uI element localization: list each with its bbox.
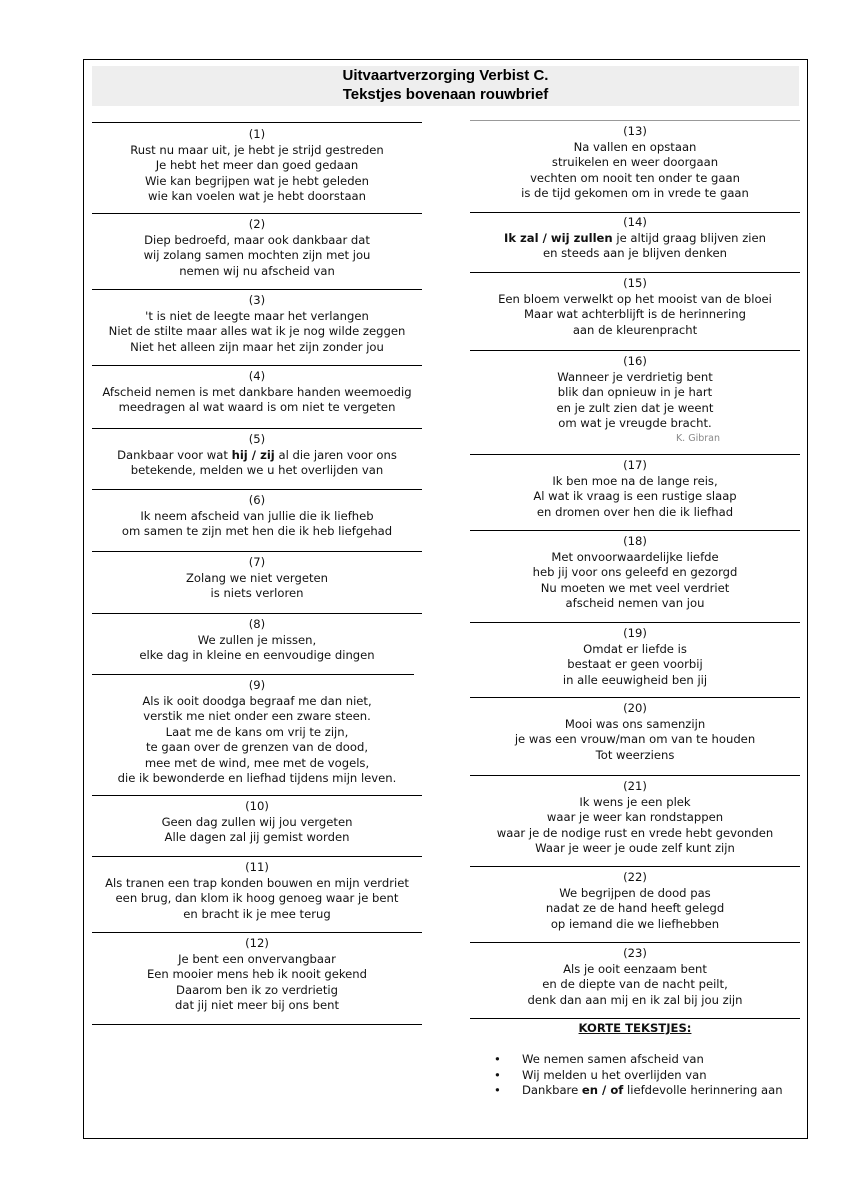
document-header [92,66,799,106]
divider [470,350,800,351]
list-item: • We nemen samen afscheid van [494,1052,814,1068]
divider [92,213,422,214]
verse-line: mee met de wind, mee met de vogels, [144,755,370,770]
verse-line: Je hebt het meer dan goed gedaan [155,158,359,172]
text-block-9 [92,678,422,787]
verse-line: nemen wij nu afscheid van [179,263,335,278]
verse-line: betekende, melden we u het overlijden van [130,463,384,477]
divider [92,1024,422,1025]
text-block-20 [470,701,800,763]
verse-line: Niet het alleen zijn maar het zijn zonder jou [130,339,384,354]
verse-line: Ik ben moe na de lange reis, [552,473,718,488]
text-block-2 [92,217,422,279]
verse-line: en steeds aan je blijven denken [542,246,728,260]
verse-line: Waar je weer je oude zelf kunt zijn [535,841,735,855]
divider [470,866,800,867]
verse-line: en de diepte van de nacht peilt, [542,977,728,991]
text-block-19 [470,626,800,688]
verse-line: Maar wat achterblijft is de herinnering [523,307,746,321]
divider [92,856,422,857]
divider [470,530,800,531]
verse-line: een brug, dan klom ik hoog genoeg waar je bent [115,891,399,905]
verse-line: aan de kleurenpracht [572,322,698,337]
verse-line: Laat me de kans om vrij te zijn, [165,724,349,739]
block-number: (12) [245,936,269,950]
verse-line: Wie kan begrijpen wat je hebt geleden [144,173,370,188]
korte-tekstjes-list [494,1052,814,1099]
verse-line: afscheid nemen van jou [565,596,705,610]
header-subtitle: Tekstjes bovenaan rouwbrief [342,86,549,103]
verse-line: Een bloem verwelkt op het mooist van de bloei [498,291,772,306]
verse-line: en dromen over hen die ik liefhad [536,504,734,519]
korte-tekstjes-title: KORTE TEKSTJES: [578,1021,692,1035]
verse-line: Zolang we niet vergeten [185,570,329,585]
verse-line: Een mooier mens heb ik nooit gekend [146,967,368,981]
block-number: (15) [623,276,647,290]
verse-line: verstik me niet onder een zware steen. [143,709,371,723]
verse-line: Met onvoorwaardelijke liefde [551,549,719,564]
text-block-4 [92,369,422,416]
block-number: (17) [623,458,647,472]
verse-line: Na vallen en opstaan [573,139,697,154]
verse-line: bestaat er geen voorbij [567,657,703,671]
divider [470,942,800,943]
divider [92,795,422,796]
divider [92,613,422,614]
block-number: (14) [623,215,647,229]
text-block-1 [92,127,422,205]
verse-line: Al wat ik vraag is een rustige slaap [533,489,737,503]
divider [92,932,422,933]
verse-line: Je bent een onvervangbaar [178,951,336,966]
divider [92,365,422,366]
verse-line: waar je weer kan rondstappen [546,810,724,824]
divider [92,551,422,552]
verse-line: Nu moeten we met veel verdriet [540,580,730,595]
text-block-6 [92,493,422,540]
list-item: • Wij melden u het overlijden van [494,1068,814,1084]
block-number: (13) [623,124,647,138]
text-block-3 [92,293,422,355]
verse-line: 't is niet de leegte maar het verlangen [145,308,369,323]
text-block-18 [470,534,800,612]
verse-line: en je zult zien dat je weent [556,400,714,415]
text-block-12 [92,936,422,1014]
verse-line: vechten om nooit ten onder te gaan [530,170,740,185]
verse-line: Ik wens je een plek [579,794,691,809]
verse-line: Ik zal / wij zullen je altijd graag blijven zien [504,230,766,245]
block-number: (19) [623,626,647,640]
verse-line: Dankbaar voor wat hij / zij al die jaren voor ons [117,447,397,462]
divider [92,289,422,290]
verse-line: je was een vrouw/man om van te houden [514,732,756,746]
divider [470,1018,800,1019]
attribution: K. Gibran [675,432,720,444]
divider [470,697,800,698]
text-block-13 [470,124,800,202]
text-block-10 [92,799,422,846]
divider [470,120,800,121]
verse-line: Rust nu maar uit, je hebt je strijd gestreden [130,142,384,157]
verse-line: Alle dagen zal jij gemist worden [164,830,350,844]
verse-line: en bracht ik je mee terug [183,906,331,921]
verse-line: blik dan opnieuw in je hart [557,385,713,399]
verse-line: struikelen en weer doorgaan [551,155,719,169]
verse-line: dat jij niet meer bij ons bent [174,998,340,1012]
block-number: (7) [248,555,266,569]
text-block-23 [470,946,800,1008]
verse-line: Daarom ben ik zo verdrietig [176,982,338,997]
verse-line: in alle eeuwigheid ben jij [562,672,708,687]
block-number: (2) [248,217,266,231]
block-number: (20) [623,701,647,715]
block-number: (3) [248,293,266,307]
verse-line: Niet de stilte maar alles wat ik je nog wilde zeggen [108,324,406,338]
verse-line: wij zolang samen mochten zijn met jou [143,248,371,262]
verse-line: nadat ze de hand heeft gelegd [545,901,725,915]
verse-line: heb jij voor ons geleefd en gezorgd [532,565,738,579]
divider [92,122,422,123]
verse-line: denk dan aan mij en ik zal bij jou zijn [527,992,743,1007]
verse-line: om samen te zijn met hen die ik heb liefgehad [121,524,393,538]
block-number: (11) [245,860,269,874]
block-number: (21) [623,779,647,793]
block-number: (1) [248,127,266,141]
verse-line: Ik neem afscheid van jullie die ik liefheb [140,508,374,523]
verse-line: Tot weerziens [595,747,675,762]
text-block-22 [470,870,800,932]
block-number: (18) [623,534,647,548]
verse-line: Als tranen een trap konden bouwen en mijn verdriet [105,875,409,890]
verse-line: Als je ooit eenzaam bent [563,961,707,976]
verse-line: Geen dag zullen wij jou vergeten [161,814,353,829]
text-block-16 [470,354,800,445]
verse-line: is de tijd gekomen om in vrede te gaan [521,186,749,200]
verse-line: Afscheid nemen is met dankbare handen weemoedig [102,384,412,399]
block-number: (6) [248,493,266,507]
divider [92,489,422,490]
block-number: (8) [248,617,266,631]
block-number: (9) [248,678,266,692]
block-number: (16) [623,354,647,368]
header-title: Uitvaartverzorging Verbist C. [342,67,549,84]
verse-line: om wat je vreugde bracht. [558,416,712,430]
list-item: • Dankbare en / of liefdevolle herinnering aan [494,1083,814,1099]
divider [92,428,422,429]
verse-line: Mooi was ons samenzijn [564,716,706,731]
verse-line: Diep bedroefd, maar ook dankbaar dat [144,232,370,247]
verse-line: op iemand die we liefhebben [550,916,720,931]
text-block-14 [470,215,800,262]
verse-line: We zullen je missen, [197,632,317,647]
block-number: (23) [623,946,647,960]
verse-line: Wanneer je verdrietig bent [557,369,713,384]
text-block-15 [470,276,800,338]
block-number: (5) [248,432,266,446]
divider [470,212,800,213]
block-number: (22) [623,870,647,884]
text-block-5 [92,432,422,479]
verse-line: waar je de nodige rust en vrede hebt gevonden [496,825,774,840]
text-block-11 [92,860,422,922]
divider [92,674,414,675]
text-block-7 [92,555,422,602]
verse-line: is niets verloren [210,586,304,600]
verse-line: Als ik ooit doodga begraaf me dan niet, [142,693,372,708]
text-block-8 [92,617,422,664]
divider [470,622,800,623]
verse-line: wie kan voelen wat je hebt doorstaan [147,189,367,203]
divider [470,454,800,455]
divider [470,775,800,776]
verse-line: die ik bewonderde en liefhad tijdens mijn leven. [117,771,397,785]
block-number: (4) [248,369,266,383]
verse-line: te gaan over de grenzen van de dood, [145,740,369,754]
text-block-21 [470,779,800,857]
text-block-17 [470,458,800,520]
verse-line: meedragen al wat waard is om niet te vergeten [118,400,396,414]
divider [470,272,800,273]
verse-line: Omdat er liefde is [583,641,687,656]
verse-line: elke dag in kleine en eenvoudige dingen [139,648,375,662]
block-number: (10) [245,799,269,813]
verse-line: We begrijpen de dood pas [559,885,711,900]
